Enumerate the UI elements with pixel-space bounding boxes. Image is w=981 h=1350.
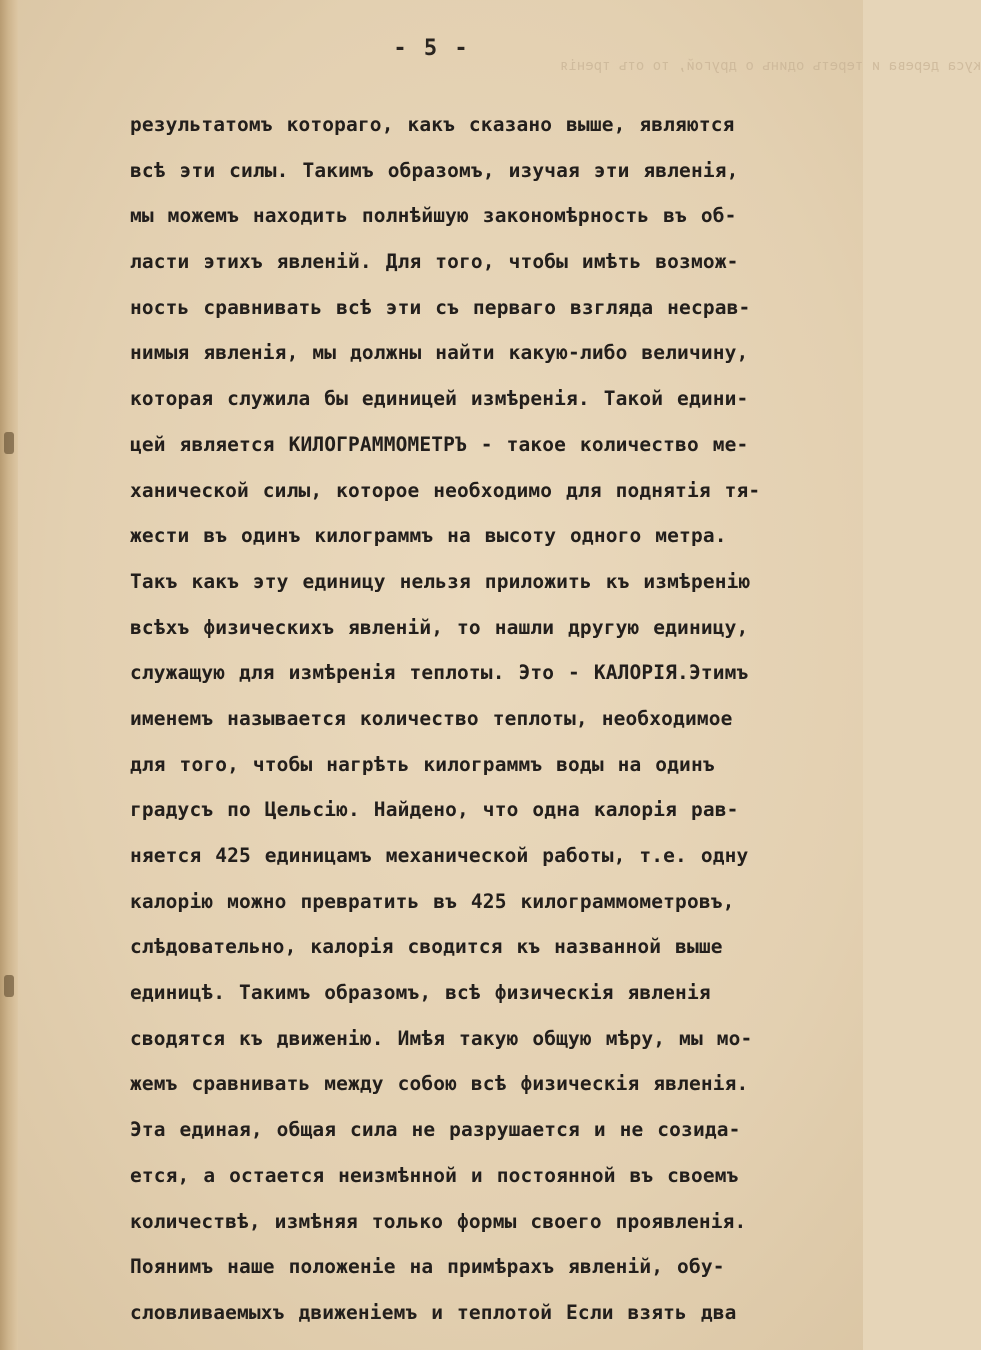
text-line: количествѣ, измѣняя только формы своего проявленія. [130, 1209, 747, 1233]
text-line: Эта единая, общая сила не разрушается и не созида- [130, 1118, 741, 1142]
text-line: градусъ по Цельсію. Найдено, что одна калорія рав- [130, 798, 739, 822]
text-line: мы можемъ находить полнѣйшую закономѣрность въ об- [130, 204, 737, 228]
binding-stitch-mark [4, 432, 14, 454]
text-line: ласти этихъ явленій. Для того, чтобы имѣть возмож- [130, 250, 739, 274]
text-line: именемъ называется количество теплоты, необходимое [130, 706, 733, 730]
bleed-through-text: куса дерева и теретъ одинъ о другой, то отъ тренія [560, 58, 981, 74]
text-line: словливаемыхъ движеніемъ и теплотой Если взять два [130, 1300, 737, 1324]
binding-stitch-mark [4, 975, 14, 997]
text-line: Такъ какъ эту единицу нельзя приложить къ измѣренію [130, 569, 751, 593]
text-line: всѣхъ физическихъ явленій, то нашли другую единицу, [130, 615, 749, 639]
text-line: сводятся къ движенію. Имѣя такую общую мѣру, мы мо- [130, 1026, 753, 1050]
text-line: всѣ эти силы. Такимъ образомъ, изучая эти явленія, [130, 158, 739, 182]
text-line: ется, а остается неизмѣнной и постоянной въ своемъ [130, 1163, 739, 1187]
typed-text-body [130, 102, 830, 1336]
binding-edge [0, 0, 18, 1350]
text-line: жести въ одинъ килограммъ на высоту одного метра. [130, 524, 727, 548]
text-line: цей является КИЛОГРАММОМЕТРЪ - такое количество ме- [130, 432, 749, 456]
text-line: калорію можно превратить въ 425 килограммометровъ, [130, 889, 735, 913]
text-line: служащую для измѣренія теплоты. Это - КАЛОРІЯ.Этимъ [130, 661, 749, 685]
text-line: результатомъ котораго, какъ сказано выше, являются [130, 113, 735, 136]
text-line: которая служила бы единицей измѣренія. Такой едини- [130, 387, 749, 411]
text-line: жемъ сравнивать между собою всѣ физическія явленія. [130, 1072, 749, 1096]
text-line: единицѣ. Такимъ образомъ, всѣ физическія явленія [130, 981, 711, 1005]
text-line: слѣдовательно, калорія сводится къ названной выше [130, 935, 723, 959]
text-line: нимыя явленія, мы должны найти какую-либо величину, [130, 341, 749, 365]
text-line: ханической силы, которое необходимо для поднятія тя- [130, 478, 761, 502]
text-line: няется 425 единицамъ механической работы, т.е. одну [130, 844, 749, 867]
text-line: Поянимъ наше положеніе на примѣрахъ явленій, обу- [130, 1255, 725, 1279]
page-number: - 5 - [393, 36, 470, 61]
text-line: для того, чтобы нагрѣть килограммъ воды на одинъ [130, 752, 715, 776]
text-line: ность сравнивать всѣ эти съ перваго взгляда несрав- [130, 295, 751, 319]
